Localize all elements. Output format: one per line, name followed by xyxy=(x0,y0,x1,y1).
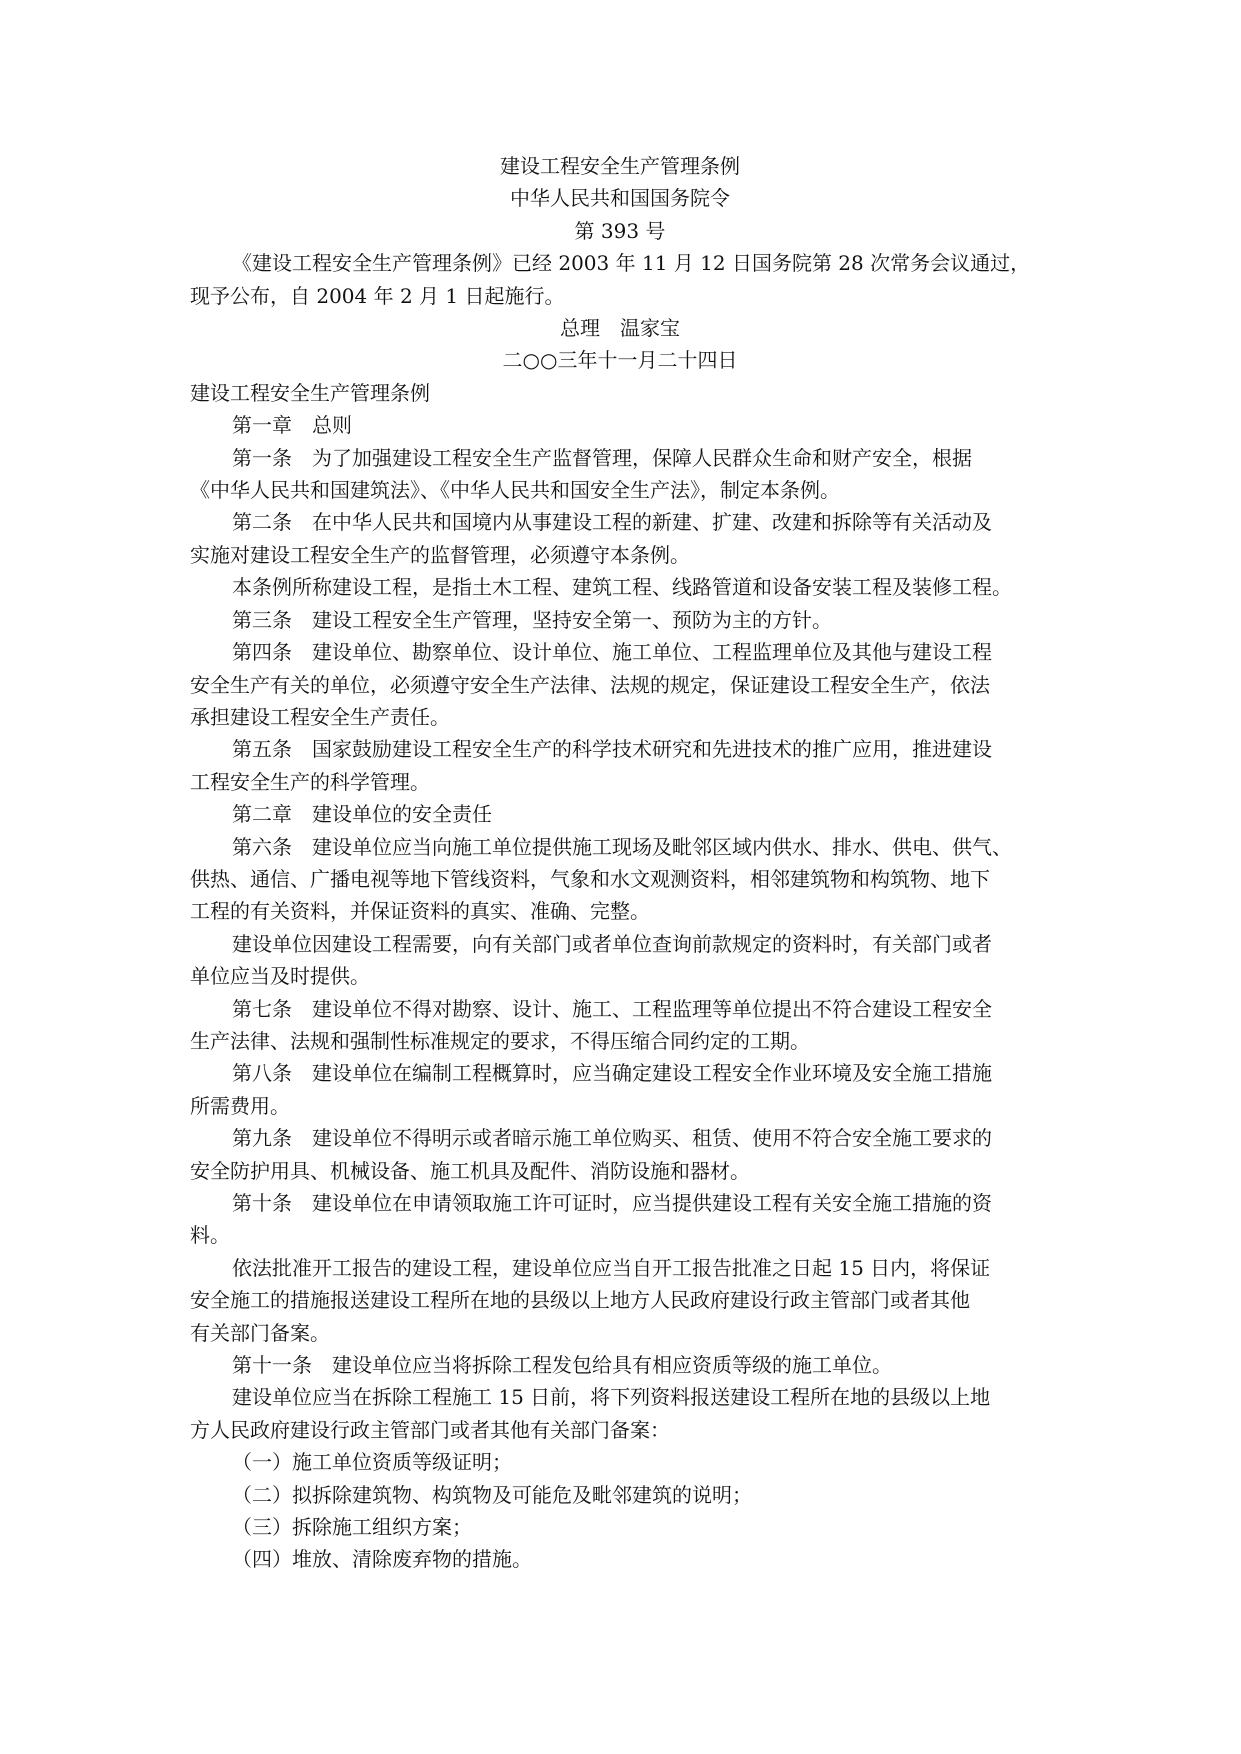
article-text: 实施对建设工程安全生产的监督管理，必须遵守本条例。 xyxy=(190,542,690,567)
article-text: 第八条 建设单位在编制工程概算时，应当确定建设工程安全作业环境及安全施工措施 xyxy=(232,1061,992,1086)
chapter-heading: 第二章 建设单位的安全责任 xyxy=(232,802,492,827)
article-text: 料。 xyxy=(190,1223,230,1248)
list-item: （四）堆放、清除废弃物的措施。 xyxy=(232,1547,532,1572)
signatory: 总理 温家宝 xyxy=(560,316,680,341)
article-text: 第十条 建设单位在申请领取施工许可证时，应当提供建设工程有关安全施工措施的资 xyxy=(232,1191,992,1215)
article-text: 所需费用。 xyxy=(190,1093,290,1118)
article-text: 建设单位应当在拆除工程施工 15 日前，将下列资料报送建设工程所在地的县级以上地 xyxy=(232,1385,991,1410)
promulgation-text: 《建设工程安全生产管理条例》已经 2003 年 11 月 12 日国务院第 28 次常务会议通过， xyxy=(232,251,1031,276)
document-title: 建设工程安全生产管理条例 xyxy=(190,380,430,405)
article-text: 单位应当及时提供。 xyxy=(190,964,370,989)
article-text: 方人民政府建设行政主管部门或者其他有关部门备案： xyxy=(190,1417,670,1442)
document-body xyxy=(190,150,1050,1576)
article-text: 第七条 建设单位不得对勘察、设计、施工、工程监理等单位提出不符合建设工程安全 xyxy=(232,996,992,1021)
regulation-title: 建设工程安全生产管理条例 xyxy=(500,154,740,178)
article-text: 生产法律、法规和强制性标准规定的要求，不得压缩合同约定的工期。 xyxy=(190,1028,810,1053)
list-item: （一）施工单位资质等级证明； xyxy=(232,1450,512,1475)
article-text: 依法批准开工报告的建设工程，建设单位应当自开工报告批准之日起 15 日内，将保证 xyxy=(232,1255,991,1280)
chapter-heading: 第一章 总则 xyxy=(232,413,352,438)
article-text: 安全施工的措施报送建设工程所在地的县级以上地方人民政府建设行政主管部门或者其他 xyxy=(190,1288,970,1313)
article-text: 第十一条 建设单位应当将拆除工程发包给具有相应资质等级的施工单位。 xyxy=(232,1353,892,1378)
article-text: 第三条 建设工程安全生产管理，坚持安全第一、预防为主的方针。 xyxy=(232,607,832,632)
article-text: 安全防护用具、机械设备、施工机具及配件、消防设施和器材。 xyxy=(190,1158,750,1183)
article-text: 建设单位因建设工程需要，向有关部门或者单位查询前款规定的资料时，有关部门或者 xyxy=(232,931,992,956)
promulgation-date: 二○○三年十一月二十四日 xyxy=(502,348,738,373)
order-number: 第 393 号 xyxy=(574,218,666,243)
article-text: 第一条 为了加强建设工程安全生产监督管理，保障人民群众生命和财产安全，根据 xyxy=(232,445,972,470)
promulgation-text: 现予公布，自 2004 年 2 月 1 日起施行。 xyxy=(190,283,565,308)
article-text: 有关部门备案。 xyxy=(190,1320,330,1345)
article-text: 第五条 国家鼓励建设工程安全生产的科学技术研究和先进技术的推广应用，推进建设 xyxy=(232,737,992,762)
issuer-line: 中华人民共和国国务院令 xyxy=(510,186,730,211)
article-text: 供热、通信、广播电视等地下管线资料，气象和水文观测资料，相邻建筑物和构筑物、地下 xyxy=(190,866,990,891)
article-text: 第四条 建设单位、勘察单位、设计单位、施工单位、工程监理单位及其他与建设工程 xyxy=(232,640,992,665)
list-item: （二）拟拆除建筑物、构筑物及可能危及毗邻建筑的说明； xyxy=(232,1482,752,1507)
article-text: 承担建设工程安全生产责任。 xyxy=(190,704,450,729)
article-text: 《中华人民共和国建筑法》、《中华人民共和国安全生产法》，制定本条例。 xyxy=(190,478,840,503)
article-text: 工程的有关资料，并保证资料的真实、准确、完整。 xyxy=(190,899,650,924)
article-text: 本条例所称建设工程，是指土木工程、建筑工程、线路管道和设备安装工程及装修工程。 xyxy=(232,575,1012,600)
article-text: 第九条 建设单位不得明示或者暗示施工单位购买、租赁、使用不符合安全施工要求的 xyxy=(232,1126,992,1151)
article-text: 第二条 在中华人民共和国境内从事建设工程的新建、扩建、改建和拆除等有关活动及 xyxy=(232,510,992,535)
article-text: 工程安全生产的科学管理。 xyxy=(190,769,430,794)
list-item: （三）拆除施工组织方案； xyxy=(232,1515,472,1540)
article-text: 第六条 建设单位应当向施工单位提供施工现场及毗邻区域内供水、排水、供电、供气、 xyxy=(232,834,1012,859)
article-text: 安全生产有关的单位，必须遵守安全生产法律、法规的规定，保证建设工程安全生产，依法 xyxy=(190,672,990,697)
